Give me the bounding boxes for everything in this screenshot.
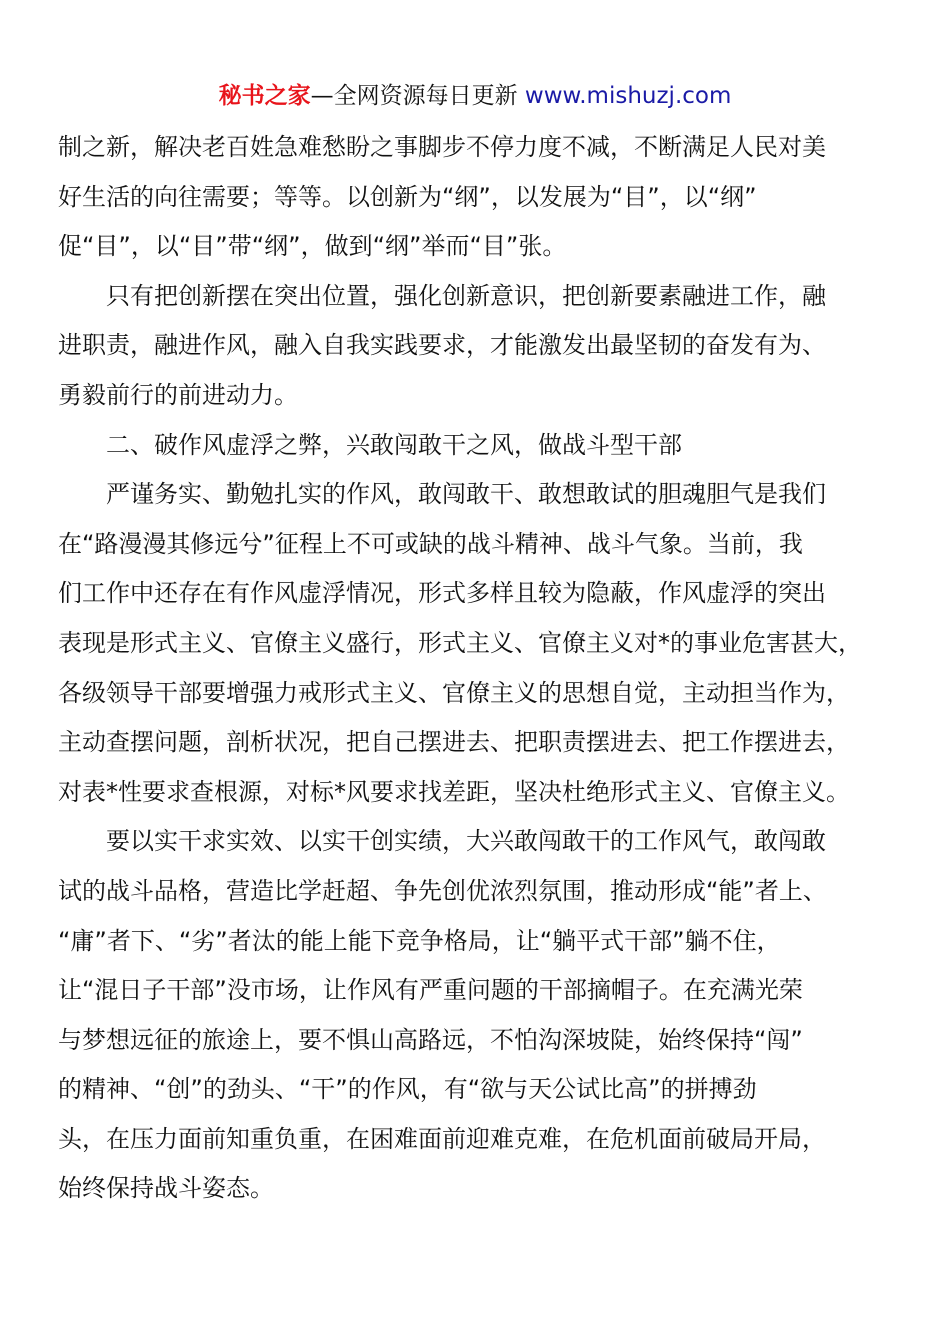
text-line: 表现是形式主义、官僚主义盛行，形式主义、官僚主义对*的事业危害甚大，	[58, 628, 862, 657]
text-line: 与梦想远征的旅途上，要不惧山高路远，不怕沟深坡陡，始终保持“闯”	[58, 1025, 803, 1054]
text-line: 对表*性要求查根源，对标*风要求找差距，坚决杜绝形式主义、官僚主义。	[58, 777, 850, 806]
text-line: 主动查摆问题，剖析状况，把自己摆进去、把职责摆进去、把工作摆进去，	[58, 728, 850, 757]
text-line: 各级领导干部要增强力戒形式主义、官僚主义的思想自觉，主动担当作为，	[58, 678, 850, 707]
site-header	[0, 80, 950, 112]
text-line: 在“路漫漫其修远兮”征程上不可或缺的战斗精神、战斗气象。当前，我	[58, 529, 803, 558]
text-line: 的精神、“创”的劲头、“干”的作风，有“欲与天公试比高”的拼搏劲	[58, 1075, 757, 1104]
text-line: 制之新，解决老百姓急难愁盼之事脚步不停力度不减，不断满足人民对美	[58, 133, 826, 161]
text-line: 试的战斗品格，营造比学赶超、争先创优浓烈氛围，推动形成“能”者上、	[58, 876, 827, 905]
header-tagline: —全网资源每日更新	[310, 83, 525, 109]
text-line: 让“混日子干部”没市场，让作风有严重问题的干部摘帽子。在充满光荣	[58, 976, 803, 1005]
text-line: 头，在压力面前知重负重，在困难面前迎难克难，在危机面前破局开局，	[58, 1124, 826, 1153]
text-line: 勇毅前行的前进动力。	[58, 380, 298, 409]
text-line: “庸”者下、“劣”者汰的能上能下竞争格局，让“躺平式干部”躺不住，	[58, 926, 781, 955]
text-line: 们工作中还存在有作风虚浮情况，形式多样且较为隐蔽，作风虚浮的突出	[58, 579, 826, 608]
text-line: 进职责，融进作风，融入自我实践要求，才能激发出最坚韧的奋发有为、	[58, 331, 826, 360]
text-line: 要以实干求实效、以实干创实绩，大兴敢闯敢干的工作风气，敢闯敢	[106, 827, 826, 856]
site-url-link[interactable]: www.mishuzj.com	[524, 83, 732, 109]
brand-name: 秘书之家	[218, 83, 311, 109]
text-line: 严谨务实、勤勉扎实的作风，敢闯敢干、敢想敢试的胆魂胆气是我们	[106, 480, 826, 509]
text-line: 只有把创新摆在突出位置，强化创新意识，把创新要素融进工作，融	[106, 281, 826, 310]
text-line: 始终保持战斗姿态。	[58, 1174, 274, 1203]
section-heading: 二、破作风虚浮之弊，兴敢闯敢干之风，做战斗型干部	[106, 430, 682, 459]
text-line: 好生活的向往需要；等等。以创新为“纲”，以发展为“目”，以“纲”	[58, 182, 757, 211]
document-body	[58, 123, 888, 1214]
text-line: 促“目”，以“目”带“纲”，做到“纲”举而“目”张。	[58, 232, 567, 261]
